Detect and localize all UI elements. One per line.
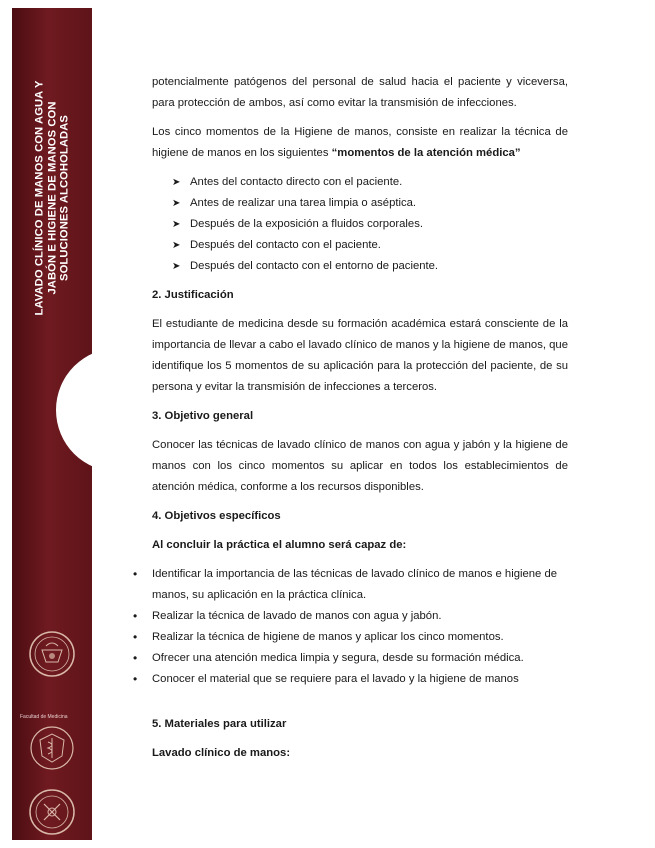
materials-subheading: Lavado clínico de manos:: [152, 747, 291, 759]
general-objective-heading: 3. Objetivo general: [152, 410, 254, 422]
bullet-icon: •: [133, 567, 138, 581]
sidebar-title-line-3: SOLUCIONES ALCOHOLADAS: [58, 115, 71, 281]
specific-objectives-heading: 4. Objetivos específicos: [152, 510, 281, 522]
list-item: • Realizar la técnica de higiene de manos y aplicar los cinco momentos.: [152, 627, 568, 648]
moments-list: [152, 172, 568, 277]
list-item: ➤ Antes del contacto directo con el paciente.: [152, 172, 568, 193]
specific-objectives-list: [133, 564, 568, 690]
list-item: ➤ Después de la exposición a fluidos corporales.: [152, 214, 568, 235]
justification-heading: 2. Justificación: [152, 289, 234, 301]
arrow-bullet-icon: ➤: [172, 177, 181, 188]
faculty-medicine-seal-icon: [28, 724, 76, 772]
sidebar-title: [12, 48, 92, 348]
justification-paragraph: El estudiante de medicina desde su formación académica estará consciente de la importancia de llevar a cabo el lavado clínico de manos y la higiene de manos, que identifique los 5 momentos de su aplicación para la protección del paciente, de su persona y evitar la transmisión de infecciones a terceros.: [152, 318, 568, 393]
specific-objectives-intro: Al concluir la práctica el alumno será capaz de:: [152, 539, 407, 551]
list-item: • Realizar la técnica de lavado de manos con agua y jabón.: [152, 606, 568, 627]
practice-seal-icon: [28, 788, 76, 836]
bullet-icon: •: [133, 609, 138, 623]
sidebar-band: [12, 8, 92, 840]
list-item: ➤ Antes de realizar una tarea limpia o aséptica.: [152, 193, 568, 214]
arrow-bullet-icon: ➤: [172, 240, 181, 251]
bullet-icon: •: [133, 651, 138, 665]
arrow-bullet-icon: ➤: [172, 219, 181, 230]
list-item: ➤ Después del contacto con el paciente.: [152, 235, 568, 256]
moments-intro-paragraph: [152, 122, 568, 164]
list-item: ➤ Después del contacto con el entorno de paciente.: [152, 256, 568, 277]
sidebar-title-line-2: JABÓN E HIGIENE DE MANOS CON: [45, 101, 58, 295]
general-objective-paragraph: Conocer las técnicas de lavado clínico de manos con agua y jabón y la higiene de manos con los cinco momentos su aplicar en todos los establecimientos de atención médica, conforme a los recursos disponibles.: [152, 439, 568, 493]
moments-intro-text: Los cinco momentos de la Higiene de manos, consiste en realizar la técnica de higiene de manos en los siguientes: [152, 126, 568, 159]
sidebar-title-line-1: LAVADO CLÍNICO DE MANOS CON AGUA Y: [33, 80, 46, 316]
bullet-icon: •: [133, 630, 138, 644]
list-item: • Ofrecer una atención medica limpia y segura, desde su formación médica.: [152, 648, 568, 669]
arrow-bullet-icon: ➤: [172, 261, 181, 272]
faculty-label: Facultad de Medicina: [20, 714, 68, 720]
list-item: • Identificar la importancia de las técnicas de lavado clínico de manos e higiene de manos, su aplicación en la práctica clínica.: [152, 564, 568, 606]
list-item: • Conocer el material que se requiere para el lavado y la higiene de manos: [152, 669, 568, 690]
unam-seal-icon: [28, 630, 76, 678]
arrow-bullet-icon: ➤: [172, 198, 181, 209]
document-body: [133, 72, 568, 764]
bullet-icon: •: [133, 672, 138, 686]
materials-heading: 5. Materiales para utilizar: [152, 718, 287, 730]
moments-intro-bold: “momentos de la atención médica”: [331, 147, 521, 159]
intro-paragraph: potencialmente patógenos del personal de salud hacia el paciente y viceversa, para protección de ambos, así como evitar la transmisión de infecciones.: [152, 76, 568, 109]
